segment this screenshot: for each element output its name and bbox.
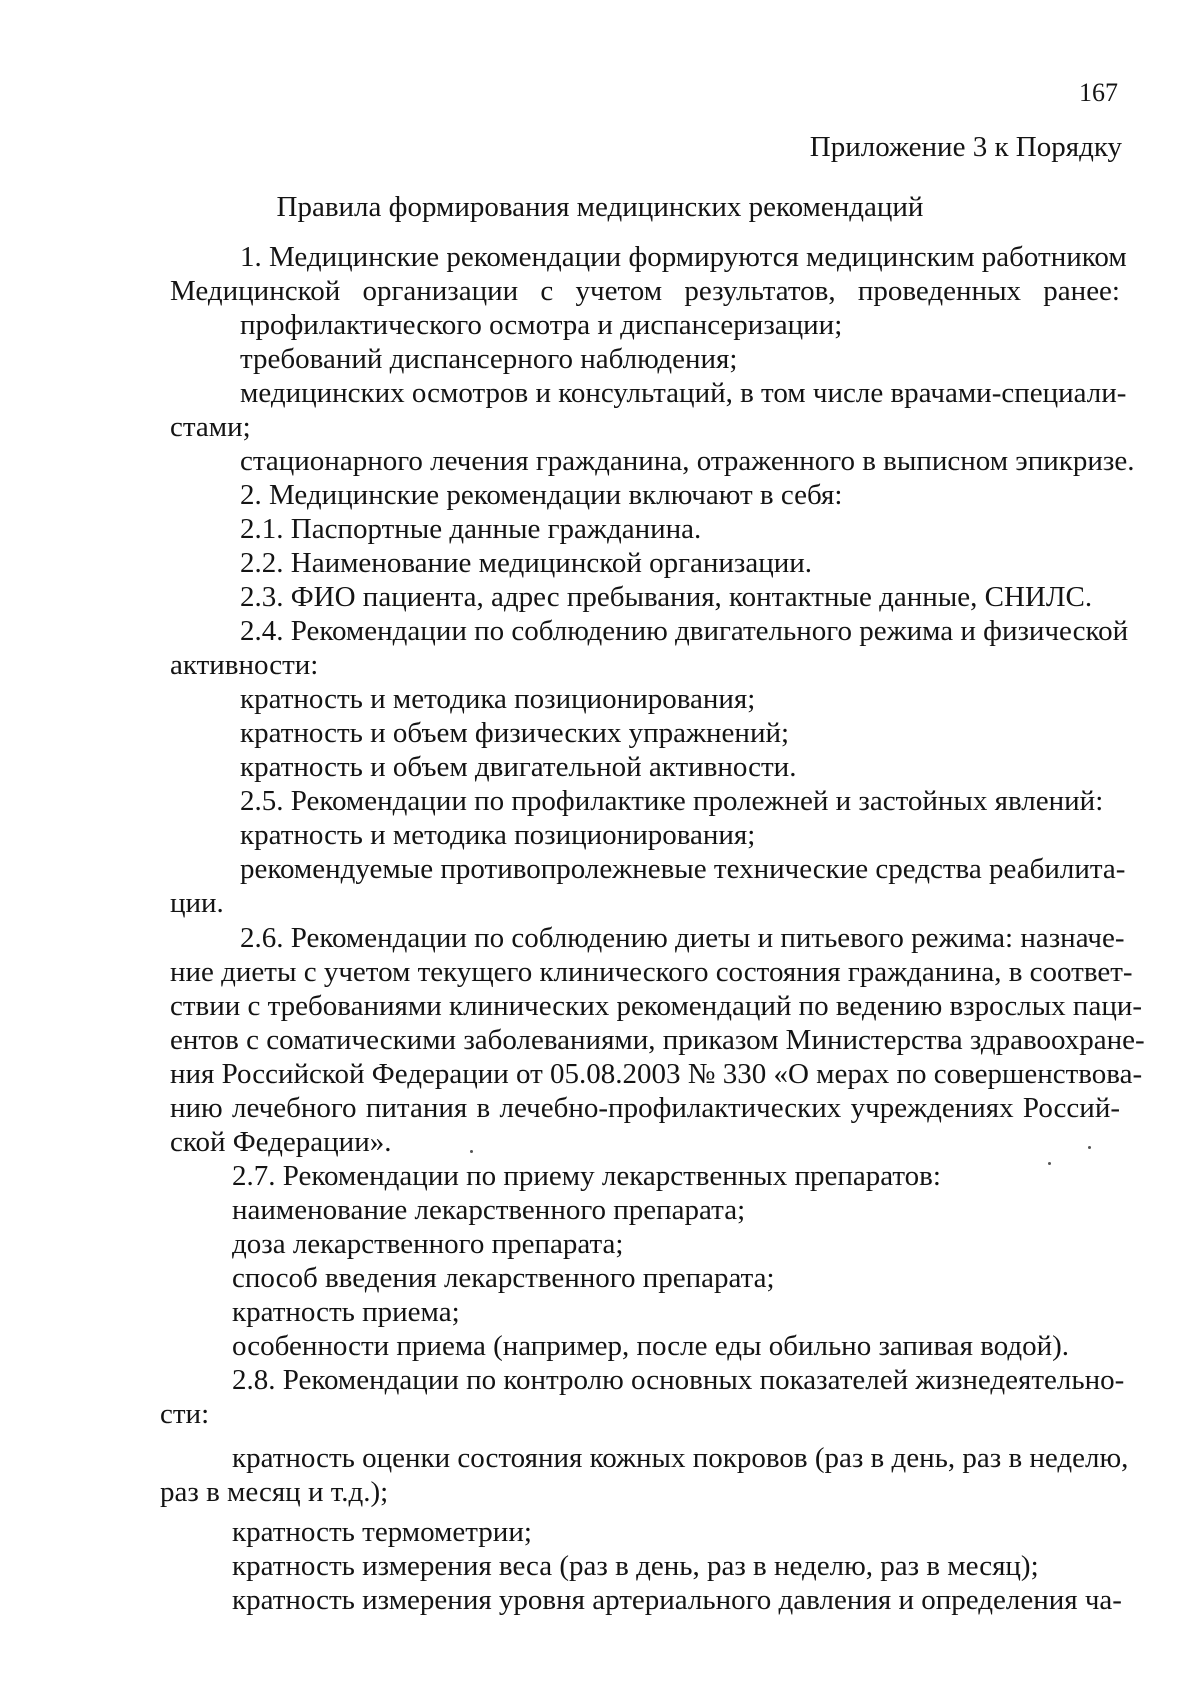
text-line: 2. Медицинские рекомендации включают в себя: (240, 479, 843, 511)
scan-speck (470, 1150, 473, 1153)
text-line: стационарного лечения гражданина, отраженного в выписном эпикризе. (240, 445, 1135, 477)
text-line: кратность и объем двигательной активности. (240, 751, 797, 783)
text-line: особенности приема (например, после еды обильно запивая водой). (232, 1330, 1070, 1362)
scan-speck (1088, 1146, 1091, 1149)
text-line: ской Федерации». (170, 1126, 392, 1158)
text-line: 2.4. Рекомендации по соблюдению двигательного режима и физической (240, 615, 1129, 647)
text-line: кратность и методика позиционирования; (240, 819, 756, 851)
text-line: 2.3. ФИО пациента, адрес пребывания, контактные данные, СНИЛС. (240, 581, 1093, 613)
text-line: требований диспансерного наблюдения; (240, 343, 738, 375)
text-line: раз в месяц и т.д.); (160, 1476, 389, 1508)
text-line: стами; (170, 411, 251, 443)
text-line: 2.5. Рекомендации по профилактике пролежней и застойных явлений: (240, 785, 1104, 817)
text-line: кратность и объем физических упражнений; (240, 717, 790, 749)
text-line: 2.2. Наименование медицинской организации. (240, 547, 813, 579)
text-line: ствии с требованиями клинических рекомендаций по ведению взрослых паци- (170, 990, 1143, 1022)
text-line: профилактического осмотра и диспансеризации; (240, 309, 843, 341)
text-line: ния Российской Федерации от 05.08.2003 № 330 «О мерах по совершенствова- (170, 1058, 1143, 1090)
text-line: 2.8. Рекомендации по контролю основных показателей жизнедеятельно- (232, 1364, 1125, 1396)
text-line: нию лечебного питания в лечебно-профилактических учреждениях Россий- (170, 1092, 1120, 1124)
text-line: кратность оценки состояния кожных покровов (раз в день, раз в неделю, (232, 1442, 1129, 1474)
text-line: кратность и методика позиционирования; (240, 683, 756, 715)
text-line: сти: (160, 1398, 210, 1430)
document-title: Правила формирования медицинских рекомендаций (276, 191, 924, 223)
text-line: 2.7. Рекомендации по приему лекарственных препаратов: (232, 1160, 941, 1192)
scan-speck (1048, 1162, 1051, 1165)
appendix-label: Приложение 3 к Порядку (809, 131, 1122, 163)
text-line: наименование лекарственного препарата; (232, 1194, 746, 1226)
text-line: доза лекарственного препарата; (232, 1228, 624, 1260)
text-line: кратность приема; (232, 1296, 460, 1328)
text-line: ции. (170, 887, 224, 919)
text-line: ентов с соматическими заболеваниями, приказом Министерства здравоохране- (170, 1024, 1145, 1056)
text-line: кратность измерения уровня артериального давления и определения ча- (232, 1584, 1122, 1616)
text-line: 2.6. Рекомендации по соблюдению диеты и питьевого режима: назначе- (240, 922, 1125, 954)
text-line: кратность термометрии; (232, 1516, 532, 1548)
text-line: 2.1. Паспортные данные гражданина. (240, 513, 702, 545)
text-line: ние диеты с учетом текущего клинического состояния гражданина, в соответ- (170, 956, 1133, 988)
text-line: способ введения лекарственного препарата; (232, 1262, 775, 1294)
text-line: 1. Медицинские рекомендации формируются медицинским работником (240, 241, 1127, 273)
text-line: Медицинской организации с учетом результатов, проведенных ранее: (170, 275, 1120, 307)
page-number: 167 (1079, 78, 1118, 107)
text-line: медицинских осмотров и консультаций, в том числе врачами-специали- (240, 377, 1127, 409)
text-line: активности: (170, 649, 319, 681)
text-line: рекомендуемые противопролежневые технические средства реабилита- (240, 853, 1126, 885)
text-line: кратность измерения веса (раз в день, раз в неделю, раз в месяц); (232, 1550, 1039, 1582)
